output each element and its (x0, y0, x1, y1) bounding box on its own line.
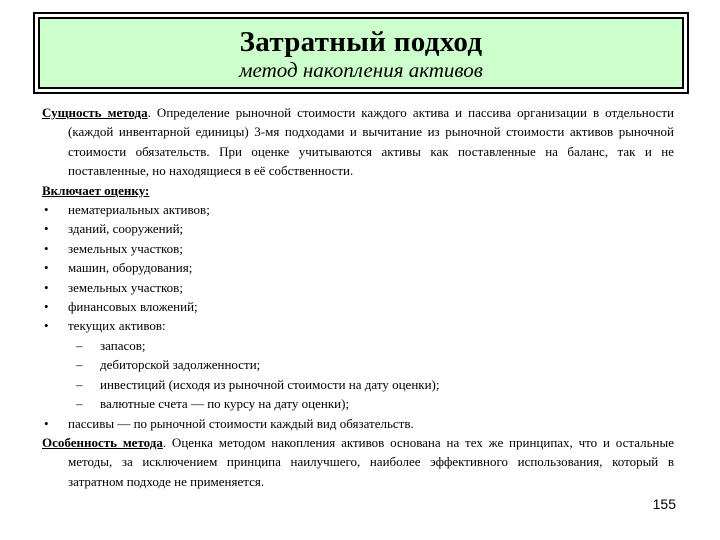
list-item-text: земельных участков; (68, 240, 183, 256)
list-item-text: финансовых вложений; (68, 299, 198, 315)
bullet-icon: • (44, 279, 49, 295)
page-number: 155 (652, 496, 676, 512)
bullet-icon: • (44, 240, 49, 256)
dash-icon: – (76, 376, 83, 392)
list-item-text: земельных участков; (68, 279, 183, 295)
sub-list-item (42, 375, 674, 394)
list-item (42, 414, 674, 433)
slide-title: Затратный подход (239, 26, 483, 58)
dash-icon: – (76, 337, 83, 353)
sub-list-item-text: инвестиций (исходя из рыночной стоимости на дату оценки); (100, 376, 440, 392)
sub-list-item (42, 394, 674, 413)
dash-icon: – (76, 357, 83, 373)
bullet-icon: • (44, 415, 49, 431)
list-item (42, 200, 674, 219)
list-item (42, 219, 674, 238)
feature-paragraph (42, 433, 674, 491)
sub-list-item-text: валютные счета — по курсу на дату оценки); (100, 396, 350, 412)
dash-icon: – (76, 396, 83, 412)
sub-list-item-text: дебиторской задолженности; (100, 357, 261, 373)
list-item-text: пассивы — по рыночной стоимости каждый вид обязательств. (68, 415, 414, 431)
includes-heading: Включает оценку: (42, 182, 150, 198)
bullet-icon: • (44, 260, 49, 276)
essence-paragraph (42, 103, 674, 181)
title-banner (38, 17, 684, 89)
bullet-icon: • (44, 299, 49, 315)
slide-subtitle: метод накопления активов (239, 58, 483, 82)
list-item-text: зданий, сооружений; (68, 221, 184, 237)
list-item-text: текущих активов: (68, 318, 166, 334)
list-item (42, 278, 674, 297)
list-item (42, 297, 674, 316)
list-item (42, 316, 674, 335)
list-item (42, 239, 674, 258)
bullet-icon: • (44, 202, 49, 218)
bullet-icon: • (44, 318, 49, 334)
feature-heading: Особенность метода (42, 434, 163, 450)
feature-text: . Оценка методом накопления активов основана на тех же принципах, что и остальные методы, за исключением принципа наилучшего, наиболее эффективного использования, который в затратном подходе не применяется. (68, 434, 674, 489)
bullet-icon: • (44, 221, 49, 237)
slide-content (42, 103, 674, 491)
sub-list-item-text: запасов; (100, 337, 146, 353)
list-item-text: нематериальных активов; (68, 202, 210, 218)
sub-list-item (42, 336, 674, 355)
list-item-text: машин, оборудования; (68, 260, 193, 276)
sub-list-item (42, 355, 674, 374)
list-item (42, 258, 674, 277)
essence-text: . Определение рыночной стоимости каждого актива и пассива организации в отдельности (каждой инвентарной единицы) 3-мя подходами и вычитание из рыночной стоимости активов рыночной стоимости обязательств. При оценке учитываются активы как поставленные на баланс, так и не поставленные, но находящиеся в её собственности. (68, 105, 674, 179)
essence-heading: Сущность метода (42, 105, 148, 120)
